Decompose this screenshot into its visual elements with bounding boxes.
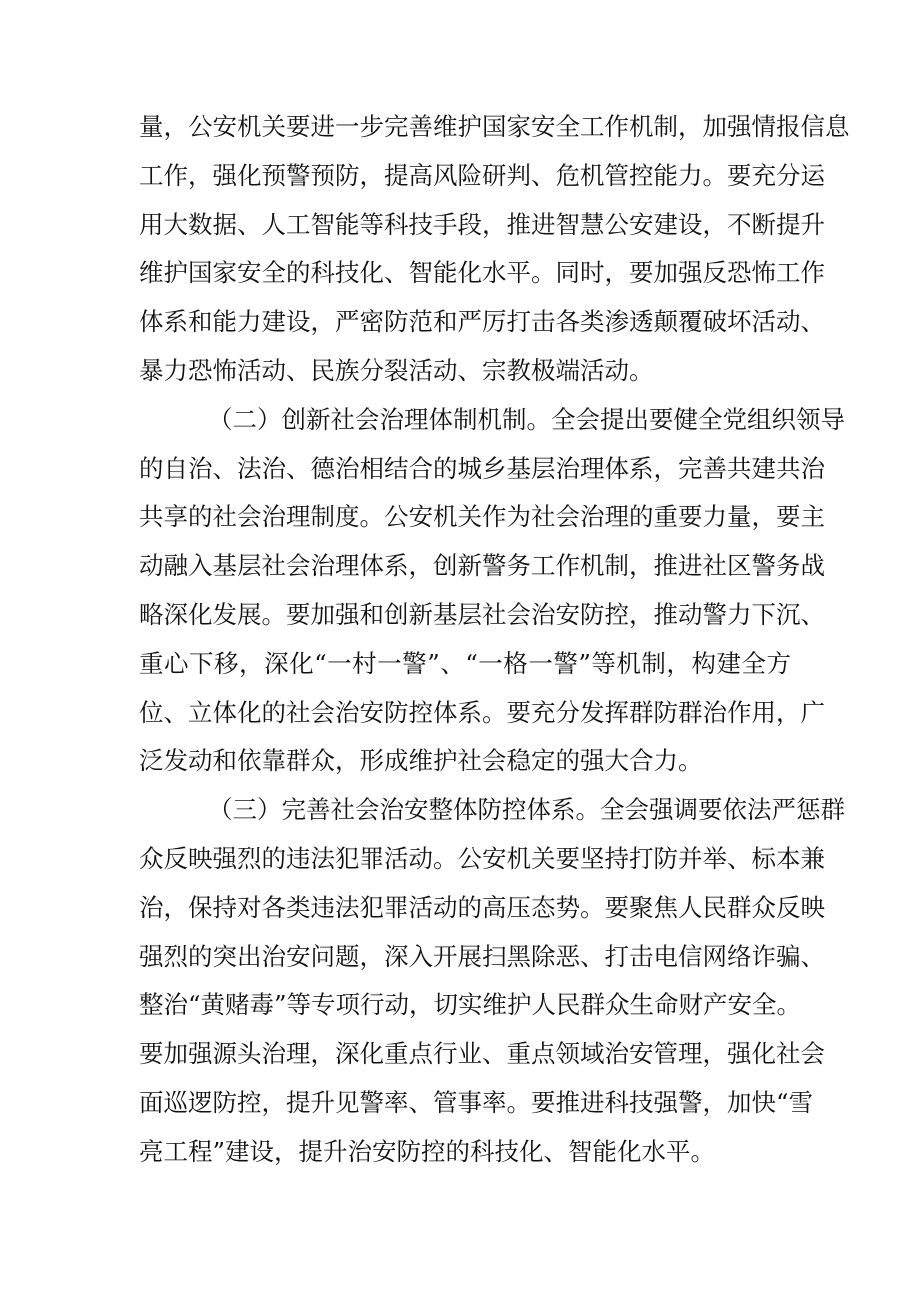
paragraph-line: 面巡逻防控，提升见警率、管事率。要推进科技强警，加快“雪: [139, 1087, 814, 1117]
paragraph-line: 强烈的突出治安问题，深入开展扫黑除恶、打击电信网络诈骗、: [139, 941, 825, 971]
paragraph-line: 用大数据、人工智能等科技手段，推进智慧公安建设，不断提升: [139, 209, 825, 239]
section-heading-line: （二）创新社会治理体制机制。全会提出要健全党组织领导: [208, 404, 845, 434]
paragraph-line: 整治“黄赌毒”等专项行动，切实维护人民群众生命财产安全。: [139, 990, 802, 1020]
paragraph-line: 重心下移，深化“一村一警”、“一格一警”等机制，构建全方: [139, 648, 791, 678]
paragraph-line: 共享的社会治理制度。公安机关作为社会治理的重要力量，要主: [139, 502, 825, 532]
paragraph-line: 工作，强化预警预防，提高风险研判、危机管控能力。要充分运: [139, 160, 825, 190]
paragraph-line: 动融入基层社会治理体系，创新警务工作机制，推进社区警务战: [139, 551, 825, 581]
paragraph-line: 要加强源头治理，深化重点行业、重点领域治安管理，强化社会: [139, 1039, 825, 1069]
paragraph-line: 众反映强烈的违法犯罪活动。公安机关要坚持打防并举、标本兼: [139, 843, 825, 873]
paragraph-line: 体系和能力建设，严密防范和严厉打击各类渗透颠覆破坏活动、: [139, 307, 825, 337]
paragraph-line: 亮工程”建设，提升治安防控的科技化、智能化水平。: [139, 1136, 716, 1166]
paragraph-line: 泛发动和依靠群众，形成维护社会稳定的强大合力。: [139, 746, 703, 776]
paragraph-line: 治，保持对各类违法犯罪活动的高压态势。要聚焦人民群众反映: [139, 892, 825, 922]
paragraph-line: 的自治、法治、德治相结合的城乡基层治理体系，完善共建共治: [139, 453, 825, 483]
paragraph-line: 略深化发展。要加强和创新基层社会治安防控，推动警力下沉、: [139, 599, 825, 629]
paragraph-line: 暴力恐怖活动、民族分裂活动、宗教极端活动。: [139, 355, 654, 385]
paragraph-3: [139, 786, 845, 1176]
paragraph-2: [139, 396, 845, 786]
section-heading-line: （三）完善社会治安整体防控体系。全会强调要依法严惩群: [208, 795, 845, 825]
paragraph-line: 维护国家安全的科技化、智能化水平。同时，要加强反恐怖工作: [139, 258, 825, 288]
paragraph-1: [139, 103, 850, 396]
paragraph-line: 位、立体化的社会治安防控体系。要充分发挥群防群治作用，广: [139, 697, 825, 727]
paragraph-line: 量，公安机关要进一步完善维护国家安全工作机制，加强情报信息: [139, 112, 850, 141]
document-body: [139, 103, 850, 1177]
